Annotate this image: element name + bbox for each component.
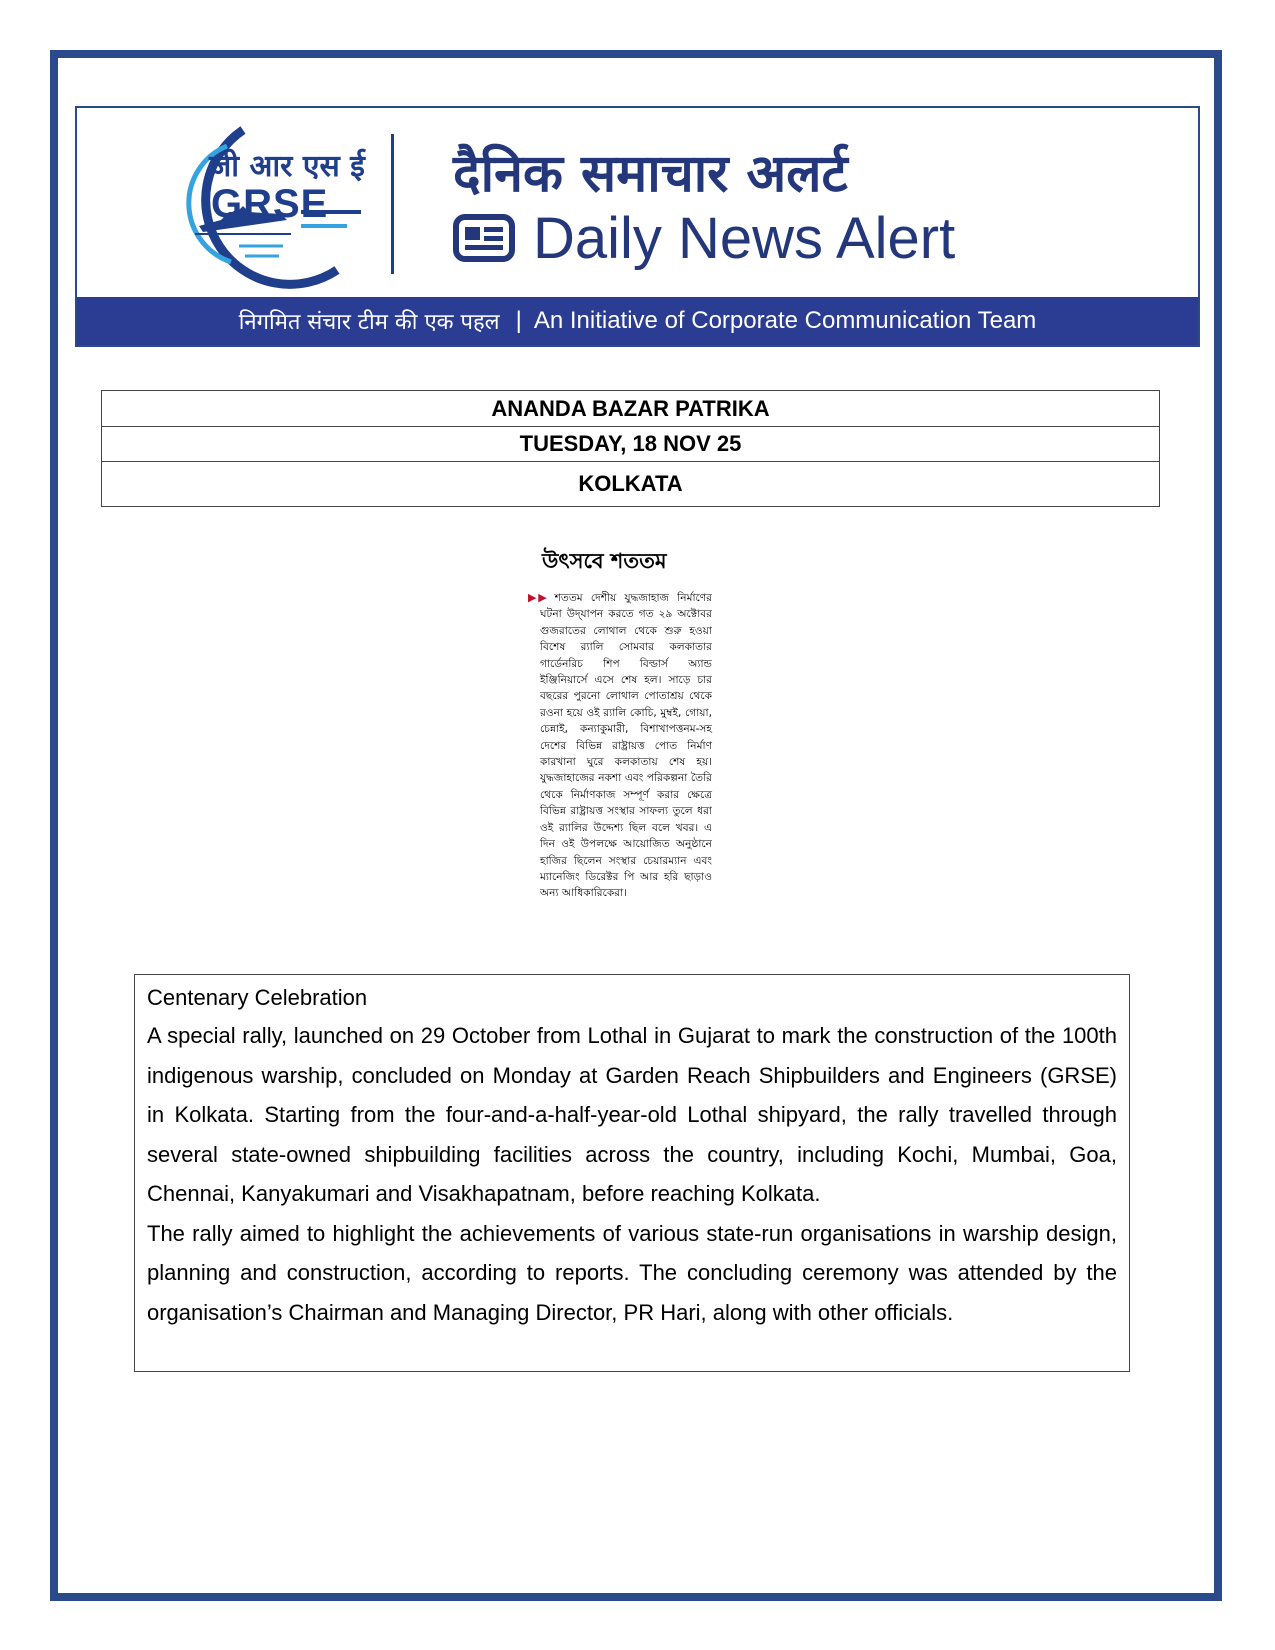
logo-hindi-text: जी आर एस ई xyxy=(209,149,365,184)
clipping-body xyxy=(528,590,712,902)
logo-text: GRSE xyxy=(211,182,329,226)
translation-title: Centenary Celebration xyxy=(147,985,368,1010)
translation-box xyxy=(134,974,1130,1372)
translation-paragraph-1: A special rally, launched on 29 October from Lothal in Gujarat to mark the construction of the 100th indigenous warship, concluded on Monday at Garden Reach Shipbuilders and Engineers (GRSE) in Kolkata. Starting from the four-and-a-half-year-old Lothal shipyard, the rally travelled through several state-owned shipbuilding facilities across the country, including Kochi, Mumbai, Goa, Chennai, Kanyakumari and Visakhapatnam, before reaching Kolkata. xyxy=(147,1023,1117,1206)
tagline-separator: | xyxy=(515,307,522,334)
newspaper-clipping xyxy=(528,545,712,965)
publication-name: ANANDA BAZAR PATRIKA xyxy=(102,391,1160,427)
title-english-row xyxy=(453,204,955,272)
header-banner xyxy=(75,106,1200,347)
publication-info-table xyxy=(101,390,1160,507)
banner-divider xyxy=(391,134,394,274)
publication-date: TUESDAY, 18 NOV 25 xyxy=(102,427,1160,462)
double-arrow-icon: ▶▶ xyxy=(528,591,549,604)
tagline-strip xyxy=(77,297,1198,345)
translation-paragraph-2: The rally aimed to highlight the achievements of various state-run organisations in warship design, planning and construction, according to reports. The concluding ceremony was attended by the organisation’s Chairman and Managing Director, PR Hari, along with other officials. xyxy=(147,1220,1117,1325)
clipping-text: শততম দেশীয় যুদ্ধজাহাজ নির্মাণের ঘটনা উদ্‌যাপন করতে গত ২৯ অক্টোবর গুজরাতের লোথাল থেকে শুরু হওয়া বিশেষ র‍্যালি সোমবার কলকাতার গার্ডেনরিচ শিপ বিল্ডার্স অ্যান্ড ইঞ্জিনিয়ার্সে এসে শেষ হল। সাড়ে চার বছরের পুরনো লোথাল পোতাশ্রয় থেকে রওনা হয়ে ওই র‍্যালি কোচি, মুম্বই, গোয়া, চেন্নাই, কন্যাকুমারী, বিশাখাপত্তনম-সহ দেশের বিভিন্ন রাষ্ট্রায়ত্ত পোত নির্মাণ কারখানা ঘুরে কলকাতায় শেষ হয়। যুদ্ধজাহাজের নকশা এবং পরিকল্পনা তৈরি থেকে নির্মাণকাজ সম্পূর্ণ করার ক্ষেত্রে বিভিন্ন রাষ্ট্রায়ত্ত সংস্থার সাফল্য তুলে ধরা ওই র‍্যালির উদ্দেশ্য ছিল বলে খবর। এ দিন ওই উপলক্ষে আয়োজিত অনুষ্ঠানে হাজির ছিলেন সংস্থার চেয়ারম্যান এবং ম্যানেজিং ডিরেক্টর পি আর হরি ছাড়াও অন্য আধিকারিকেরা। xyxy=(540,592,713,900)
publication-location: KOLKATA xyxy=(102,462,1160,507)
newspaper-icon xyxy=(453,214,515,262)
title-english: Daily News Alert xyxy=(533,205,956,271)
title-hindi: दैनिक समाचार अलर्ट xyxy=(453,144,848,204)
clipping-headline: উৎসবে শততম xyxy=(542,549,667,573)
grse-logo-icon xyxy=(151,122,381,292)
tagline-english: An Initiative of Corporate Communication Team xyxy=(533,307,1037,334)
tagline-hindi: निगमित संचार टीम की एक पहल xyxy=(238,310,500,335)
